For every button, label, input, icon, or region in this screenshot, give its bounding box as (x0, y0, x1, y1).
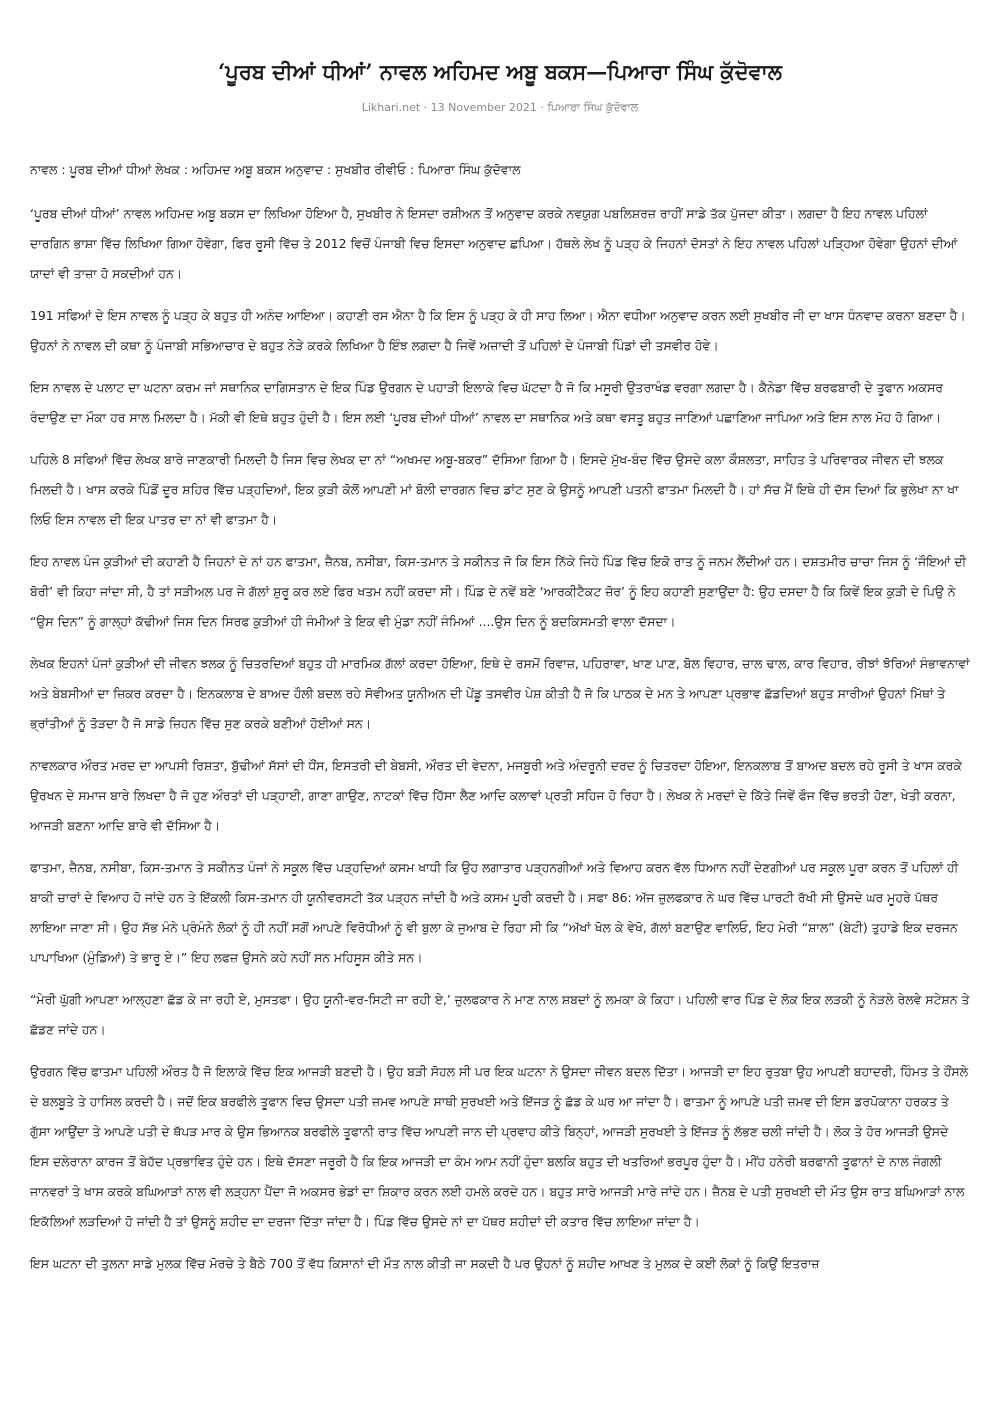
meta-separator: · (420, 101, 431, 115)
article-body (30, 155, 970, 1279)
article-title: ‘ਪੂਰਬ ਦੀਆਂ ਧੀਆਂ’ ਨਾਵਲ ਅਹਿਮਦ ਅਬੂ ਬਕਸ—ਪਿਆਰਾ ਸਿੰਘ ਕੁੱਦੋਵਾਲ (218, 59, 782, 84)
book-info-line: ਨਾਵਲ : ਪੂਰਬ ਦੀਆਂ ਧੀਆਂ ਲੇਖਕ : ਅਹਿਮਦ ਅਬੂ ਬਕਸ ਅਨੁਵਾਦ : ਸੁਖਬੀਰ ਰੀਵੀਓ : ਪਿਆਰਾ ਸਿੰਘ ਕੁੱਦੋਵਾਲ (30, 162, 521, 178)
paragraph-4: ਪਹਿਲੇ 8 ਸਫਿਆਂ ਵਿੱਚ ਲੇਖਕ ਬਾਰੇ ਜਾਣਕਾਰੀ ਮਿਲਦੀ ਹੈ ਜਿਸ ਵਿਚ ਲੇਖਕ ਦਾ ਨਾਂ “ਅਖਮਦ ਅਬੂ-ਬਕਰ” ਦੱਸਿਆ ਗਿਆ ਹੈ। ਇਸਦੇ ਮੁੱਖ-ਬੰਦ ਵਿੱਚ ਉਸਦੇ ਕਲਾ ਕੌਸ਼ਲਤਾ, ਸਾਹਿਤ ਤੇ ਪਰਿਵਾਰਕ ਜੀਵਨ ਦੀ ਝਲਕ ਮਿਲਦੀ ਹੈ। ਖਾਸ ਕਰਕੇ ਪਿੰਡੋਂ ਦੂਰ ਸ਼ਹਿਰ ਵਿੱਚ ਪੜ੍ਹਦਿਆਂ, ਇਕ ਕੁੜੀ ਕੋਲੋਂ ਆਪਣੀ ਮਾਂ ਬੋਲੀ ਦਾਰਗਨ ਵਿਚ ਡਾਂਟ ਸੁਣ ਕੇ ਉਸਨੂੰ ਆਪਣੀ ਪਤਨੀ ਫਾਤਮਾ ਮਿਲਦੀ ਹੈ। ਹਾਂ ਸੱਚ ਮੈਂ ਇਥੇ ਹੀ ਦੱਸ ਦਿਆਂ ਕਿ ਭੁਲੇਖਾ ਨਾ ਖਾ ਲਿਓ ਇਸ ਨਾਵਲ ਦੀ ਇਕ ਪਾਤਰ ਦਾ ਨਾਂ ਵੀ ਫਾਤਮਾ ਹੈ। (30, 452, 959, 528)
paragraph-5: ਇਹ ਨਾਵਲ ਪੰਜ ਕੁੜੀਆਂ ਦੀ ਕਹਾਣੀ ਹੈ ਜਿਹਨਾਂ ਦੇ ਨਾਂ ਹਨ ਫਾਤਮਾ, ਜ਼ੈਨਬ, ਨਸੀਬਾ, ਕਿਸ-ਤਮਾਨ ਤੇ ਸਕੀਨਤ ਜੋ ਕਿ ਇਸ ਨਿੱਕੇ ਜਿਹੇ ਪਿੰਡ ਵਿੱਚ ਇਕੋ ਰਾਤ ਨੂੰ ਜਨਮ ਲੈਂਦੀਆਂ ਹਨ। ਦਸ਼ਤਮੀਰ ਚਾਚਾ ਜਿਸ ਨੂੰ ‘ਜੌਇਆਂ ਦੀ ਬੋਰੀ’ ਵੀ ਕਿਹਾ ਜਾਂਦਾ ਸੀ, ਹੈ ਤਾਂ ਸੜੀਅਲ ਪਰ ਜੇ ਗੱਲਾਂ ਸ਼ੁਰੂ ਕਰ ਲਏ ਫਿਰ ਖਤਮ ਨਹੀਂ ਕਰਦਾ ਸੀ। ਪਿੰਡ ਦੇ ਨਵੇਂ ਬਣੇ ‘ਆਰਕੀਟੈਕਟ ਜ਼ੋਰ’ ਨੂੰ ਇਹ ਕਹਾਣੀ ਸੁਣਾਉਂਦਾ ਹੈ: ਉਹ ਦਸਦਾ ਹੈ ਕਿ ਕਿਵੇਂ ਇਕ ਕੁੜੀ ਦੇ ਪਿਉ ਨੇ “ਉਸ ਦਿਨ” ਨੂੰ ਗਾਲ੍ਹਾਂ ਕੱਢੀਆਂ ਜਿਸ ਦਿਨ ਸਿਰਫ ਕੁੜੀਆਂ ਹੀ ਜੰਮੀਆਂ ਤੇ ਇਕ ਵੀ ਮੁੰਡਾ ਨਹੀਂ ਜੰਮਿਆਂ ....ਉਸ ਦਿਨ ਨੂੰ ਬਦਕਿਸਮਤੀ ਵਾਲਾ ਦੱਸਦਾ। (30, 554, 967, 630)
article-meta (30, 101, 970, 115)
paragraph-8: ਫਾਤਮਾ, ਜ਼ੈਨਬ, ਨਸੀਬਾ, ਕਿਸ-ਤਮਾਨ ਤੇ ਸਕੀਨਤ ਪੰਜਾਂ ਨੇ ਸਕੂਲ ਵਿੱਚ ਪੜ੍ਹਦਿਆਂ ਕਸਮ ਖਾਧੀ ਕਿ ਉਹ ਲਗਾਤਾਰ ਪੜ੍ਹਨਗੀਆਂ ਅਤੇ ਵਿਆਹ ਕਰਨ ਵੱਲ ਧਿਆਨ ਨਹੀਂ ਦੇਣਗੀਆਂ ਪਰ ਸਕੂਲ ਪੂਰਾ ਕਰਨ ਤੋਂ ਪਹਿਲਾਂ ਹੀ ਬਾਕੀ ਚਾਰਾਂ ਦੇ ਵਿਆਹ ਹੋ ਜਾਂਦੇ ਹਨ ਤੇ ਇੱਕਲੀ ਕਿਸ-ਤਮਾਨ ਹੀ ਯੂਨੀਵਰਸਟੀ ਤੱਕ ਪੜ੍ਹਨ ਜਾਂਦੀ ਹੈ ਅਤੇ ਕਸਮ ਪੂਰੀ ਕਰਦੀ ਹੈ। ਸਫਾ 86: ਅੱਜ ਜ਼ੁਲਫਕਾਰ ਨੇ ਘਰ ਵਿੱਚ ਪਾਰਟੀ ਰੱਖੀ ਸੀ ਉਸਦੇ ਘਰ ਮੂਹਰੇ ਪੱਥਰ ਲਾਇਆ ਜਾਣਾ ਸੀ। ਉਹ ਸੱਭ ਮੰਨੇ ਪ੍ਰੰਮੰਨੇ ਲੋਕਾਂ ਨੂੰ ਹੀ ਨਹੀਂ ਸਗੋਂ ਆਪਣੇ ਵਿਰੋਧੀਆਂ ਨੂੰ ਵੀ ਬੁਲਾ ਕੇ ਜੁਆਬ ਦੇ ਰਿਹਾ ਸੀ ਕਿ “ਅੱਖਾਂ ਖੋਲ ਕੇ ਵੇਖੋ, ਗੱਲਾਂ ਬਣਾਉਣ ਵਾਲਿਓ, ਇਹ ਮੇਰੀ “ਸ਼ਾਲ” (ਬੇਟੀ) ਤੁਹਾਡੇ ਇਕ ਦਰਜਨ ਪਾਪਾਖਿਆ (ਮੁੰਡਿਆਂ) ਤੇ ਭਾਰੂ ਏ।” ਇਹ ਲਫਜ਼ ਉਸਨੇ ਕਹੇ ਨਹੀਂ ਸਨ ਮਹਿਸੂਸ ਕੀਤੇ ਸਨ। (30, 860, 959, 966)
paragraph-11: ਇਸ ਘਟਨਾ ਦੀ ਤੁਲਨਾ ਸਾਡੇ ਮੁਲਕ ਵਿੱਚ ਮੋਰਚੇ ਤੇ ਬੈਠੇ 700 ਤੋਂ ਵੱਧ ਕਿਸਾਨਾਂ ਦੀ ਮੌਤ ਨਾਲ ਕੀਤੀ ਜਾ ਸਕਦੀ ਹੈ ਪਰ ਉਹਨਾਂ ਨੂੰ ਸ਼ਹੀਦ ਆਖਣ ਤੇ ਮੁਲਕ ਦੇ ਕਈ ਲੋਕਾਂ ਨੂੰ ਕਿਉਂ ਇਤਰਾਜ਼ (30, 1256, 820, 1272)
meta-date: 13 November 2021 (430, 101, 537, 115)
paragraph-3: ਇਸ ਨਾਵਲ ਦੇ ਪਲਾਟ ਦਾ ਘਟਨਾ ਕਰਮ ਜਾਂ ਸਥਾਨਿਕ ਦਾਗਿਸਤਾਨ ਦੇ ਇਕ ਪਿੰਡ ਉਰਗਨ ਦੇ ਪਹਾੜੀ ਇਲਾਕੇ ਵਿਚ ਘੱਟਦਾ ਹੈ ਜੋ ਕਿ ਮਸੂਰੀ ਉਤਰਾਖੰਡ ਵਰਗਾ ਲਗਦਾ ਹੈ। ਕੈਨੇਡਾ ਵਿੱਚ ਬਰਫਬਾਰੀ ਦੇ ਤੂਫਾਨ ਅਕਸਰ ਰੰਦਾਉਣ ਦਾ ਮੌਕਾ ਹਰ ਸਾਲ ਮਿਲਦਾ ਹੈ। ਮੱਕੀ ਵੀ ਇਥੇ ਬਹੁਤ ਹੁੰਦੀ ਹੈ। ਇਸ ਲਈ ‘ਪੂਰਬ ਦੀਆਂ ਧੀਆਂ’ ਨਾਵਲ ਦਾ ਸਥਾਨਿਕ ਅਤੇ ਕਥਾ ਵਸਤੂ ਬਹੁਤ ਜਾਣਿਆਂ ਪਛਾਣਿਆ ਜਾਪਿਆ ਅਤੇ ਇਸ ਨਾਲ ਮੋਹ ਹੋ ਗਿਆ। (30, 380, 943, 426)
meta-separator: · (536, 101, 548, 115)
paragraph-10: ਉਰਗਨ ਵਿੱਚ ਫਾਤਮਾ ਪਹਿਲੀ ਔਰਤ ਹੈ ਜੋ ਇਲਾਕੇ ਵਿੱਚ ਇਕ ਆਜੜੀ ਬਣਦੀ ਹੈ। ਉਹ ਬੜੀ ਸੋਹਲ ਸੀ ਪਰ ਇਕ ਘਟਨਾ ਨੇ ਉਸਦਾ ਜੀਵਨ ਬਦਲ ਦਿੱਤਾ। ਆਜੜੀ ਦਾ ਇਹ ਰੁਤਬਾ ਉਹ ਆਪਣੀ ਬਹਾਦਰੀ, ਹਿੰਮਤ ਤੇ ਹੌਂਸਲੇ ਦੇ ਬਲਬੂਤੇ ਤੇ ਹਾਸਿਲ ਕਰਦੀ ਹੈ। ਜਦੋਂ ਇਕ ਬਰਫੀਲੇ ਤੂਫਾਨ ਵਿਚ ਉਸਦਾ ਪਤੀ ਜ਼ਮਵ ਆਪਣੇ ਸਾਥੀ ਸੁਰਖਈ ਅਤੇ ਇੱਜੜ ਨੂੰ ਛੱਡ ਕੇ ਘਰ ਆ ਜਾਂਦਾ ਹੈ। ਫਾਤਮਾ ਨੂੰ ਆਪਣੇ ਪਤੀ ਜ਼ਮਵ ਦੀ ਇਸ ਡਰਪੋਕਾਨਾ ਹਰਕਤ ਤੇ ਗੁੱਸਾ ਆਉਂਦਾ ਤੇ ਆਪਣੇ ਪਤੀ ਦੇ ਥੱਪੜ ਮਾਰ ਕੇ ਉਸ ਭਿਆਨਕ ਬਰਫੀਲੇ ਤੂਫਾਨੀ ਰਾਤ ਵਿੱਚ ਆਪਣੀ ਜਾਨ ਦੀ ਪ੍ਰਵਾਹ ਕੀਤੇ ਬਿਨ੍ਹਾਂ, ਆਜੜੀ ਸੁਰਖਈ ਤੇ ਇੱਜੜ ਨੂੰ ਲੱਭਣ ਚਲੀ ਜਾਂਦੀ ਹੈ। ਲੋਕ ਤੇ ਹੋਰ ਆਜੜੀ ਉਸਦੇ ਇਸ ਦਲੇਰਾਨਾ ਕਾਰਜ ਤੋਂ ਬੇਹੱਦ ਪ੍ਰਭਾਵਿਤ ਹੁੰਦੇ ਹਨ। ਇਥੇ ਦੱਸਣਾ ਜਰੂਰੀ ਹੈ ਕਿ ਇਕ ਆਜੜੀ ਦਾ ਕੰਮ ਆਮ ਨਹੀਂ ਹੁੰਦਾ ਬਲਕਿ ਬਹੁਤ ਦੀ ਖਤਰਿਆਂ ਭਰਪੂਰ ਹੁੰਦਾ ਹੈ। ਮੀਂਹ ਹਨੇਰੀ ਬਰਫਾਨੀ ਤੂਫਾਨਾਂ ਦੇ ਨਾਲ ਜੰਗਲੀ ਜਾਨਵਰਾਂ ਤੇ ਖਾਸ ਕਰਕੇ ਬਘਿਆੜਾਂ ਨਾਲ ਵੀ ਲੜ੍ਹਨਾ ਪੈਂਦਾ ਜੋ ਅਕਸਰ ਭੇਡਾਂ ਦਾ ਸ਼ਿਕਾਰ ਕਰਨ ਲਈ ਹਮਲੇ ਕਰਦੇ ਹਨ। ਬਹੁਤ ਸਾਰੇ ਆਜੜੀ ਮਾਰੇ ਜਾਂਦੇ ਹਨ। ਜ਼ੈਨਬ ਦੇ ਪਤੀ ਸੁਰਖਈ ਦੀ ਮੌਤ ਉਸ ਰਾਤ ਬਘਿਆੜਾਂ ਨਾਲ ਇਕੱਲਿਆਂ ਲੜਦਿਆਂ ਹੋ ਜਾਂਦੀ ਹੈ ਤਾਂ ਉਸਨੂੰ ਸ਼ਹੀਦ ਦਾ ਦਰਜਾ ਦਿੱਤਾ ਜਾਂਦਾ ਹੈ। ਪਿੰਡ ਵਿੱਚ ਉਸਦੇ ਨਾਂ ਦਾ ਪੱਥਰ ਸ਼ਹੀਦਾਂ ਦੀ ਕਤਾਰ ਵਿੱਚ ਲਾਇਆ ਜਾਂਦਾ ਹੈ। (30, 1064, 969, 1230)
meta-site[interactable]: Likhari.net (361, 101, 421, 115)
paragraph-9: “ਮੇਰੀ ਘੁੱਗੀ ਆਪਣਾ ਆਲ੍ਹਣਾ ਛੱਡ ਕੇ ਜਾ ਰਹੀ ਏ, ਮੁਸਤਫਾ। ਉਹ ਯੂਨੀ-ਵਰ-ਸਿਟੀ ਜਾ ਰਹੀ ਏ,’ ਜ਼ੁਲਫਕਾਰ ਨੇ ਮਾਣ ਨਾਲ ਸ਼ਬਦਾਂ ਨੂੰ ਲਮਕਾ ਕੇ ਕਿਹਾ। ਪਹਿਲੀ ਵਾਰ ਪਿੰਡ ਦੇ ਲੋਕ ਇਕ ਲੜਕੀ ਨੂੰ ਨੇੜਲੇ ਰੇਲਵੇ ਸਟੇਸ਼ਨ ਤੇ ਛੱਡਣ ਜਾਂਦੇ ਹਨ। (30, 992, 970, 1038)
paragraph-1: ‘ਪੂਰਬ ਦੀਆਂ ਧੀਆਂ’ ਨਾਵਲ ਅਹਿਮਦ ਅਬੂ ਬਕਸ ਦਾ ਲਿਖਿਆ ਹੋਇਆ ਹੈ, ਸੁਖਬੀਰ ਨੇ ਇਸਦਾ ਰਸ਼ੀਅਨ ਤੋਂ ਅਨੁਵਾਦ ਕਰਕੇ ਨਵਯੁਗ ਪਬਲਿਸ਼ਰਜ਼ ਰਾਹੀਂ ਸਾਡੇ ਤੱਕ ਪੁੱਜਦਾ ਕੀਤਾ। ਲਗਦਾ ਹੈ ਇਹ ਨਾਵਲ ਪਹਿਲਾਂ ਦਾਰਗਿਨ ਭਾਸ਼ਾ ਵਿੱਚ ਲਿਖਿਆ ਗਿਆ ਹੋਵੇਗਾ, ਫਿਰ ਰੂਸੀ ਵਿੱਚ ਤੇ 2012 ਵਿਚੋਂ ਪੰਜਾਬੀ ਵਿਚ ਇਸਦਾ ਅਨੁਵਾਦ ਛਪਿਆ। ਹੱਥਲੇ ਲੇਖ ਨੂੰ ਪੜ੍ਹ ਕੇ ਜਿਹਨਾਂ ਦੋਸਤਾਂ ਨੇ ਇਹ ਨਾਵਲ ਪਹਿਲਾਂ ਪੜ੍ਹਿਆ ਹੋਵੇਗਾ ਉਹਨਾਂ ਦੀਆਂ ਯਾਦਾਂ ਵੀ ਤਾਜ਼ਾ ਹੋ ਸਕਦੀਆਂ ਹਨ। (30, 206, 958, 282)
article-page (30, 0, 970, 1279)
meta-author[interactable]: ਪਿਆਰਾ ਸਿੰਘ ਕੁੱਦੋਵਾਲ (547, 101, 639, 115)
paragraph-2: 191 ਸਫਿਆਂ ਦੇ ਇਸ ਨਾਵਲ ਨੂੰ ਪੜ੍ਹ ਕੇ ਬਹੁਤ ਹੀ ਅਨੰਦ ਆਇਆ। ਕਹਾਣੀ ਰਸ ਐਨਾ ਹੈ ਕਿ ਇਸ ਨੂੰ ਪੜ੍ਹ ਕੇ ਹੀ ਸਾਹ ਲਿਆ। ਐਨਾ ਵਧੀਆ ਅਨੁਵਾਦ ਕਰਨ ਲਈ ਸੁਖਬੀਰ ਜੀ ਦਾ ਖਾਸ ਧੰਨਵਾਦ ਕਰਨਾ ਬਣਦਾ ਹੈ। ਉਹਨਾਂ ਨੇ ਨਾਵਲ ਦੀ ਕਥਾ ਨੂੰ ਪੰਜਾਬੀ ਸਭਿਆਚਾਰ ਦੇ ਬਹੁਤ ਨੇੜੇ ਕਰਕੇ ਲਿਖਿਆ ਹੈ ਇੰਝ ਲਗਦਾ ਹੈ ਜਿਵੇਂ ਅਜ਼ਾਦੀ ਤੋਂ ਪਹਿਲਾਂ ਦੇ ਪੰਜਾਬੀ ਪਿੰਡਾਂ ਦੀ ਤਸਵੀਰ ਹੋਵੇ। (30, 308, 966, 354)
paragraph-6: ਲੇਖਕ ਇਹਨਾਂ ਪੰਜਾਂ ਕੁੜੀਆਂ ਦੀ ਜੀਵਨ ਝਲਕ ਨੂੰ ਚਿਤਰਦਿਆਂ ਬਹੁਤ ਹੀ ਮਾਰਮਿਕ ਗੱਲਾਂ ਕਰਦਾ ਹੋਇਆ, ਇਥੇ ਦੇ ਰਸਮੋਂ ਰਿਵਾਜ਼, ਪਹਿਰਾਵਾ, ਖਾਣ ਪਾਣ, ਬੋਲ ਵਿਹਾਰ, ਚਾਲ ਢਾਲ, ਕਾਰ ਵਿਹਾਰ, ਰੀਝਾਂ ਝੋਰਿਆਂ ਸੰਭਾਵਨਾਵਾਂ ਅਤੇ ਬੇਬਸੀਆਂ ਦਾ ਜ਼ਿਕਰ ਕਰਦਾ ਹੈ। ਇਨਕਲਾਬ ਦੇ ਬਾਅਦ ਹੌਲੀ ਬਦਲ ਰਹੇ ਸੋਵੀਅਤ ਯੂਨੀਅਨ ਦੀ ਪੇਂਡੂ ਤਸਵੀਰ ਪੇਸ਼ ਕੀਤੀ ਹੈ ਜੋ ਕਿ ਪਾਠਕ ਦੇ ਮਨ ਤੇ ਆਪਣਾ ਪ੍ਰਭਾਵ ਛੱਡਦਿਆਂ ਬਹੁਤ ਸਾਰੀਆਂ ਉਹਨਾਂ ਮਿੱਥਾਂ ਤੇ ਭ੍ਰਾਂਤੀਆਂ ਨੂੰ ਤੋੜਦਾ ਹੈ ਜੋ ਸਾਡੇ ਜ਼ਿਹਨ ਵਿੱਚ ਸੁਣ ਕਰਕੇ ਬਣੀਆਂ ਹੋਈਆਂ ਸਨ। (30, 656, 970, 732)
paragraph-7: ਨਾਵਲਕਾਰ ਔਰਤ ਮਰਦ ਦਾ ਆਪਸੀ ਰਿਸ਼ਤਾ, ਬੁੱਢੀਆਂ ਸੱਸਾਂ ਦੀ ਧੌਂਸ, ਇਸਤਰੀ ਦੀ ਬੇਬਸੀ, ਔਰਤ ਦੀ ਵੇਦਨਾ, ਮਜਬੂਰੀ ਅਤੇ ਅੰਦਰੂਨੀ ਦਰਦ ਨੂੰ ਚਿਤਰਦਾ ਹੋਇਆ, ਇਨਕਲਾਬ ਤੋਂ ਬਾਅਦ ਬਦਲ ਰਹੇ ਰੂਸੀ ਤੇ ਖਾਸ ਕਰਕੇ ਉਰਖਨ ਦੇ ਸਮਾਜ ਬਾਰੇ ਲਿਖਦਾ ਹੈ ਜੋ ਹੁਣ ਔਰਤਾਂ ਦੀ ਪੜ੍ਹਾਈ, ਗਾਣਾ ਗਾਉਣ, ਨਾਟਕਾਂ ਵਿੱਚ ਹਿੱਸਾ ਲੈਣ ਆਦਿ ਕਲਾਵਾਂ ਪ੍ਰਤੀ ਸਹਿਜ ਹੋ ਰਿਹਾ ਹੈ। ਲੇਖਕ ਨੇ ਮਰਦਾਂ ਦੇ ਕਿੱਤੇ ਜਿਵੇਂ ਫੌਜ ਵਿੱਚ ਭਰਤੀ ਹੋਣਾ, ਖੇਤੀ ਕਰਨਾ, ਆਜੜੀ ਬਣਨਾ ਆਦਿ ਬਾਰੇ ਵੀ ਦੱਸਿਆ ਹੈ। (30, 758, 962, 834)
